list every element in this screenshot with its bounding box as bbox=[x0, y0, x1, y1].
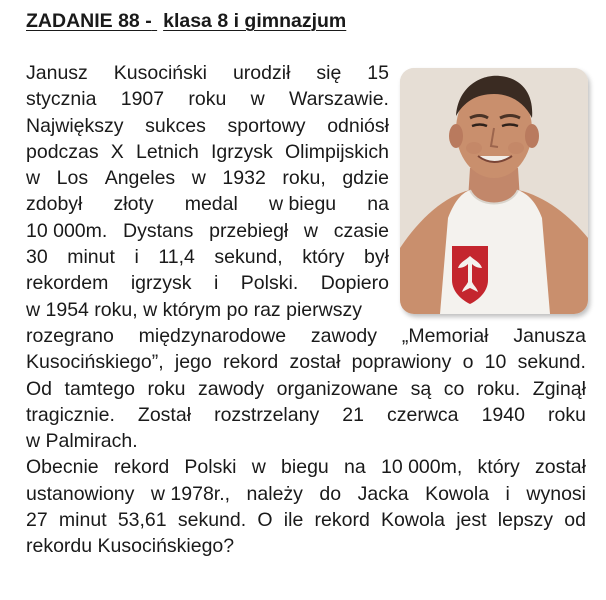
word: został bbox=[535, 456, 586, 479]
word: podczas bbox=[26, 140, 99, 163]
word: Polski. bbox=[240, 272, 299, 295]
word: 10 bbox=[484, 351, 507, 374]
word: był bbox=[364, 246, 389, 269]
word: medal bbox=[184, 193, 238, 216]
text-line bbox=[26, 323, 586, 349]
text-line bbox=[26, 244, 389, 270]
word: 1907 bbox=[120, 88, 165, 111]
word: sportowy bbox=[227, 114, 306, 137]
text-line bbox=[26, 454, 586, 480]
word: gdzie bbox=[342, 167, 389, 190]
text-line bbox=[26, 218, 389, 244]
word: ustanowiony bbox=[26, 482, 135, 505]
word: o bbox=[462, 351, 474, 374]
word: Obecnie bbox=[26, 456, 99, 479]
word: wynosi bbox=[526, 482, 586, 505]
word: minut bbox=[58, 509, 107, 532]
word: Został bbox=[137, 403, 192, 426]
word: złoty bbox=[113, 193, 154, 216]
athlete-photo bbox=[400, 68, 588, 314]
text-line bbox=[26, 428, 586, 454]
word: rekordu Kusocińskiego? bbox=[26, 535, 235, 558]
word: od bbox=[564, 509, 586, 532]
word: sekund, bbox=[214, 246, 283, 269]
word: do bbox=[319, 482, 342, 505]
task-number: ZADANIE 88 - bbox=[26, 10, 152, 32]
text-line bbox=[26, 113, 389, 139]
text-line bbox=[26, 297, 389, 323]
word: w bbox=[303, 219, 319, 242]
word: ile bbox=[283, 509, 304, 532]
text-line bbox=[26, 376, 586, 402]
word: Warszawie. bbox=[288, 88, 389, 111]
word: O bbox=[257, 509, 273, 532]
word: Dopiero bbox=[320, 272, 389, 295]
word: i bbox=[213, 272, 219, 295]
word: Kusocińskiego”, bbox=[26, 351, 164, 374]
word: Jacka bbox=[357, 482, 409, 505]
word: 1940 bbox=[481, 403, 525, 426]
task-grade: klasa 8 i gimnazjum bbox=[163, 10, 347, 32]
word: rozstrzelany bbox=[214, 403, 320, 426]
word: i bbox=[505, 482, 510, 505]
text-line bbox=[26, 139, 389, 165]
word: Zginął bbox=[532, 377, 586, 400]
word: rekord bbox=[314, 509, 370, 532]
word: co bbox=[443, 377, 465, 400]
word: Janusz bbox=[26, 62, 88, 84]
word: Angeles bbox=[104, 167, 176, 190]
word: jego bbox=[174, 351, 212, 374]
word: roku bbox=[548, 403, 586, 426]
word: Olimpijskich bbox=[284, 140, 389, 163]
word: poprawiony bbox=[351, 351, 452, 374]
word: stycznia bbox=[26, 88, 97, 111]
task-title bbox=[26, 10, 346, 33]
word: Kowola bbox=[381, 509, 445, 532]
word: w 1978r., bbox=[150, 482, 231, 505]
word: rekord bbox=[113, 456, 170, 479]
word: Dystans bbox=[122, 219, 194, 242]
text-line bbox=[26, 533, 586, 559]
text-line bbox=[26, 481, 586, 507]
text-line bbox=[26, 86, 389, 112]
word: tragicznie. bbox=[26, 403, 115, 426]
word: rekordem bbox=[26, 272, 109, 295]
word: na bbox=[367, 193, 389, 216]
word: odniósł bbox=[327, 114, 389, 137]
word: czasie bbox=[333, 219, 389, 242]
text-line bbox=[26, 191, 389, 217]
word: sukces bbox=[145, 114, 206, 137]
word: Od bbox=[26, 377, 53, 400]
word: sekund. bbox=[177, 509, 247, 532]
text-line bbox=[26, 270, 389, 296]
word: sekund. bbox=[517, 351, 586, 374]
word: 27 bbox=[26, 509, 48, 532]
word: 1932 bbox=[222, 167, 266, 190]
word: X bbox=[110, 140, 124, 163]
word: się bbox=[316, 62, 342, 84]
text-line bbox=[26, 507, 586, 533]
word: roku bbox=[147, 377, 186, 400]
text-line bbox=[26, 165, 389, 191]
word: roku bbox=[188, 88, 227, 111]
word: 15 bbox=[367, 62, 389, 84]
word: należy bbox=[246, 482, 303, 505]
word: Letnich bbox=[135, 140, 199, 163]
word: w biegu bbox=[268, 193, 337, 216]
word: który bbox=[302, 246, 345, 269]
word: w bbox=[191, 167, 206, 190]
word: tamtego bbox=[64, 377, 136, 400]
word: 11,4 bbox=[158, 246, 195, 269]
word: 10 000m, bbox=[380, 456, 463, 479]
text-line bbox=[26, 60, 389, 86]
word: i bbox=[134, 246, 139, 269]
text-line bbox=[26, 349, 586, 375]
word: Największy bbox=[26, 114, 124, 137]
word: Kusociński bbox=[113, 62, 207, 84]
word: został bbox=[289, 351, 341, 374]
word: minut bbox=[67, 246, 115, 269]
word: roku. bbox=[476, 377, 521, 400]
word: 21 bbox=[342, 403, 364, 426]
text-line bbox=[26, 402, 586, 428]
word: w 1954 roku, w którym po raz pierwszy bbox=[26, 298, 362, 321]
word: Los bbox=[56, 167, 89, 190]
word: 10 000m. bbox=[26, 219, 108, 242]
word: Igrzysk bbox=[211, 140, 273, 163]
word: rekord bbox=[222, 351, 279, 374]
word: „Memoriał bbox=[401, 324, 489, 347]
word: Polski bbox=[184, 456, 237, 479]
word: urodził bbox=[232, 62, 291, 84]
athlete-portrait-icon bbox=[400, 68, 588, 314]
word: Kowola bbox=[425, 482, 490, 505]
word: na bbox=[344, 456, 366, 479]
word: czerwca bbox=[387, 403, 459, 426]
word: igrzysk bbox=[130, 272, 192, 295]
word: w bbox=[26, 167, 41, 190]
word: lepszy bbox=[497, 509, 554, 532]
word: 30 bbox=[26, 246, 48, 269]
word: organizowane bbox=[276, 377, 399, 400]
word: biegu bbox=[281, 456, 329, 479]
word: zawody bbox=[198, 377, 265, 400]
word: w Palmirach. bbox=[26, 430, 138, 453]
word: są bbox=[410, 377, 432, 400]
word: w bbox=[250, 88, 265, 111]
word: zawody bbox=[310, 324, 378, 347]
word: rozegrano bbox=[26, 324, 114, 347]
word: Janusza bbox=[513, 324, 586, 347]
word: zdobył bbox=[26, 193, 83, 216]
word: roku, bbox=[282, 167, 326, 190]
word: przebiegł bbox=[209, 219, 289, 242]
word: jest bbox=[456, 509, 487, 532]
word: w bbox=[251, 456, 266, 479]
word: który bbox=[477, 456, 520, 479]
word: 53,61 bbox=[117, 509, 167, 532]
word: międzynarodowe bbox=[138, 324, 287, 347]
